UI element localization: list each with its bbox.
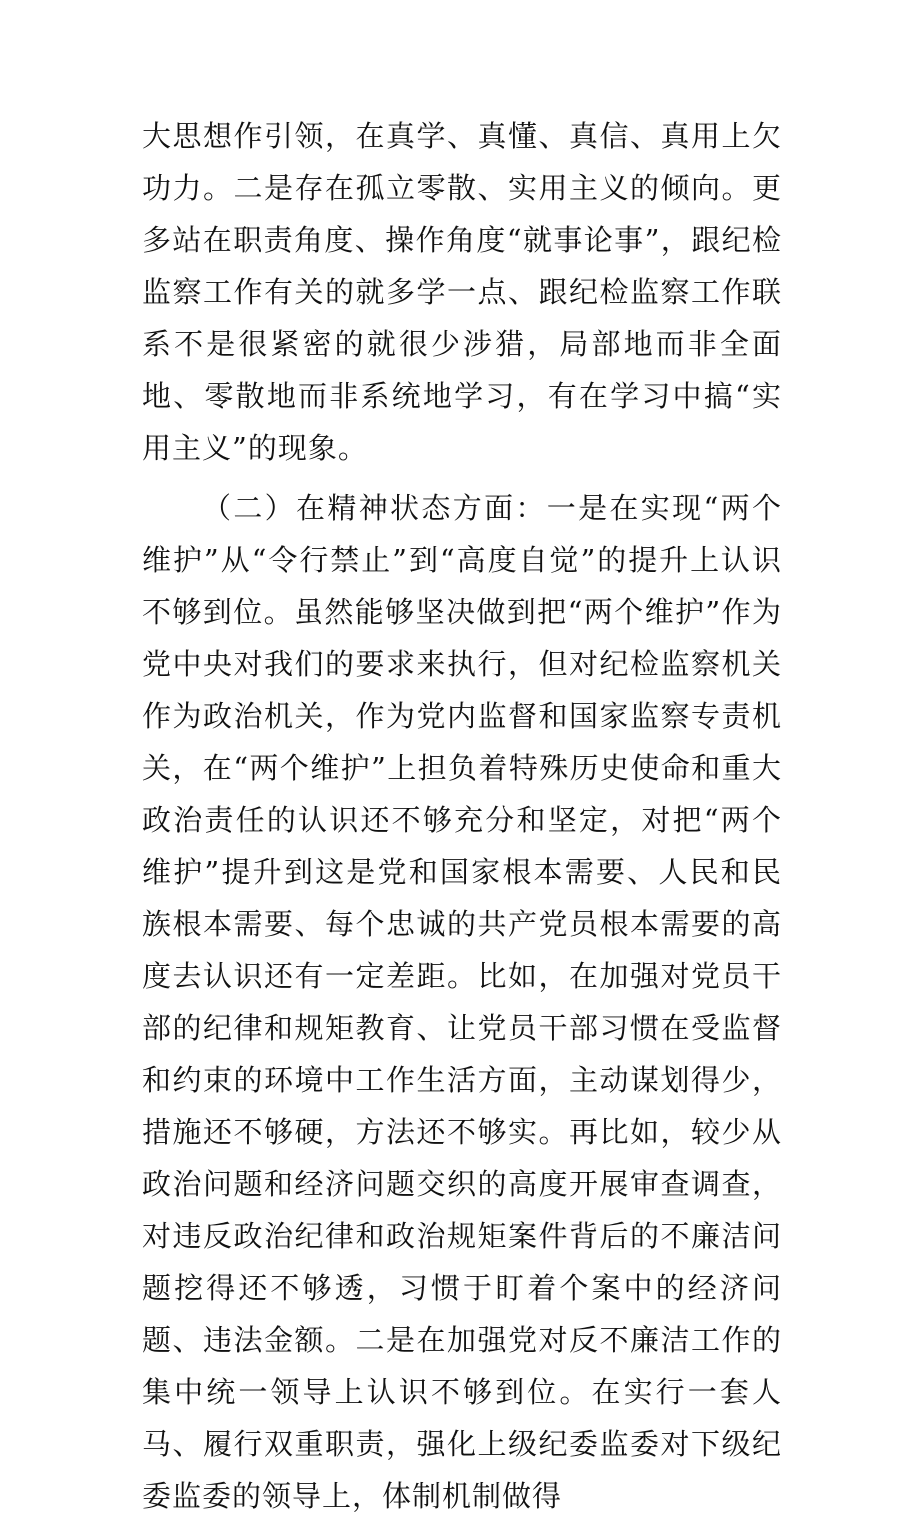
paragraph-continued: 大思想作引领，在真学、真懂、真信、真用上欠功力。二是存在孤立零散、实用主义的倾向。更多站在职责角度、操作角度“就事论事”，跟纪检监察工作有关的就多学一点、跟纪检监察工作联系不是很紧密的就很少涉猎，局部地而非全面地、零散地而非系统地学习，有在学习中搞“实用主义”的现象。 (142, 119, 782, 465)
document-body (142, 110, 782, 1522)
paragraph-section-two: （二）在精神状态方面：一是在实现“两个维护”从“令行禁止”到“高度自觉”的提升上认识不够到位。虽然能够坚决做到把“两个维护”作为党中央对我们的要求来执行，但对纪检监察机关作为政治机关，作为党内监督和国家监察专责机关，在“两个维护”上担负着特殊历史使命和重大政治责任的认识还不够充分和坚定，对把“两个维护”提升到这是党和国家根本需要、人民和民族根本需要、每个忠诚的共产党员根本需要的高度去认识还有一定差距。比如，在加强对党员干部的纪律和规矩教育、让党员干部习惯在受监督和约束的环境中工作生活方面，主动谋划得少，措施还不够硬，方法还不够实。再比如，较少从政治问题和经济问题交织的高度开展审查调查，对违反政治纪律和政治规矩案件背后的不廉洁问题挖得还不够透，习惯于盯着个案中的经济问题、违法金额。二是在加强党对反不廉洁工作的集中统一领导上认识不够到位。在实行一套人马、履行双重职责，强化上级纪委监委对下级纪委监委的领导上，体制机制做得 (142, 491, 782, 1513)
